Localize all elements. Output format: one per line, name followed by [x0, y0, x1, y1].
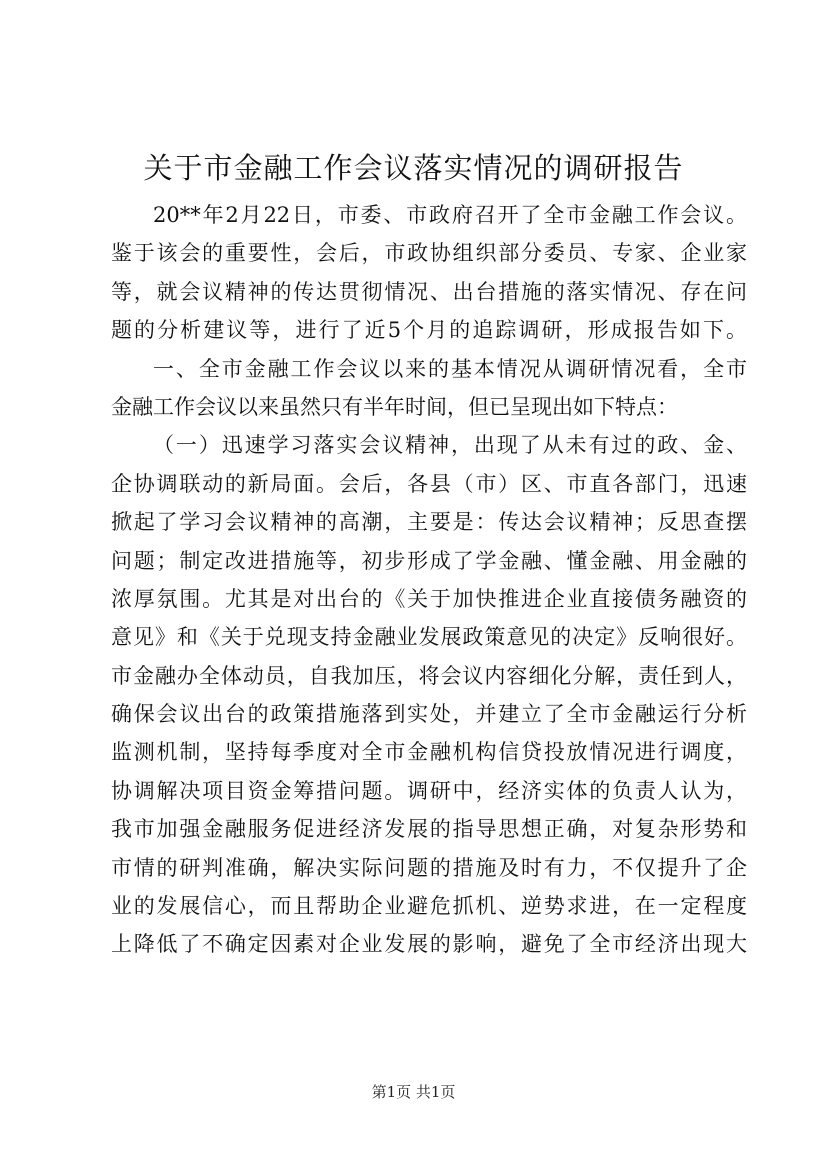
body-line: 20**年2月22日，市委、市政府召开了全市金融工作会议。 — [153, 203, 747, 227]
body-line: 一、全市金融工作会议以来的基本情况从调研情况看，全市 — [153, 356, 747, 381]
body-line: 协调解决项目资金筹措问题。调研中，经济实体的负责人认为， — [111, 778, 747, 803]
body-line: 确保会议出台的政策措施落到实处，并建立了全市金融运行分析 — [111, 702, 747, 727]
body-line: 题的分析建议等，进行了近5个月的追踪调研，形成报告如下。 — [111, 318, 747, 343]
body-line: 问题；制定改进措施等，初步形成了学金融、懂金融、用金融的 — [111, 548, 747, 573]
body-line: 浓厚氛围。尤其是对出台的《关于加快推进企业直接债务融资的 — [111, 586, 747, 611]
body-line: 企协调联动的新局面。会后，各县（市）区、市直各部门，迅速 — [111, 471, 747, 496]
body-line: 我市加强金融服务促进经济发展的指导思想正确，对复杂形势和 — [111, 817, 747, 842]
body-line: 市金融办全体动员，自我加压，将会议内容细化分解，责任到人， — [111, 663, 747, 688]
body-line: 市情的研判准确，解决实际问题的措施及时有力，不仅提升了企 — [111, 855, 747, 880]
document-title: 关于市金融工作会议落实情况的调研报告 — [143, 151, 684, 185]
body-line: （一）迅速学习落实会议精神，出现了从未有过的政、金、 — [153, 433, 747, 458]
body-line: 金融工作会议以来虽然只有半年时间，但已呈现出如下特点： — [111, 394, 678, 419]
page-footer: 第1页 共1页 — [371, 1083, 456, 1101]
body-line: 业的发展信心，而且帮助企业避危抓机、逆势求进，在一定程度 — [111, 894, 747, 919]
body-line: 等，就会议精神的传达贯彻情况、出台措施的落实情况、存在问 — [111, 279, 747, 304]
body-line: 意见》和《关于兑现支持金融业发展政策意见的决定》反响很好。 — [111, 625, 747, 650]
body-line: 上降低了不确定因素对企业发展的影响，避免了全市经济出现大 — [111, 932, 747, 957]
body-line: 监测机制，坚持每季度对全市金融机构信贷投放情况进行调度， — [111, 740, 747, 765]
body-line: 鉴于该会的重要性，会后，市政协组织部分委员、专家、企业家 — [111, 241, 747, 266]
document-body — [111, 196, 747, 964]
body-line: 掀起了学习会议精神的高潮，主要是：传达会议精神；反思查摆 — [111, 510, 747, 535]
